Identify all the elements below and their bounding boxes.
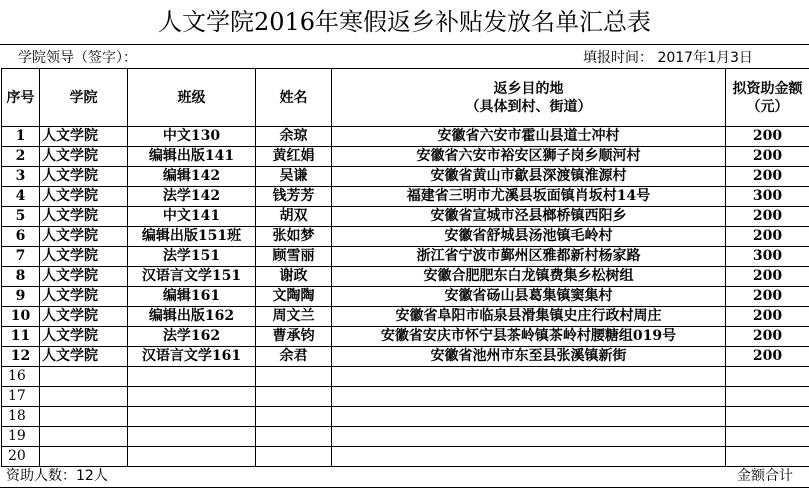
header-destination-line1: 返乡目的地 bbox=[493, 80, 564, 97]
cell-college[interactable] bbox=[40, 427, 128, 447]
cell-amount[interactable] bbox=[726, 447, 809, 467]
table-row bbox=[2, 207, 809, 227]
amount-total-label: 金额合计 bbox=[737, 468, 793, 484]
cell-amount[interactable] bbox=[726, 367, 809, 387]
header-index[interactable]: 序号 bbox=[2, 69, 40, 127]
cell-college[interactable]: 人文学院 bbox=[40, 247, 128, 267]
cell-college[interactable]: 人文学院 bbox=[40, 227, 128, 247]
cell-class[interactable] bbox=[128, 447, 256, 467]
cell-index[interactable]: 7 bbox=[2, 247, 40, 267]
cell-name[interactable]: 黄红娟 bbox=[256, 147, 332, 167]
cell-amount[interactable]: 200 bbox=[726, 227, 809, 247]
cell-name[interactable]: 吴谦 bbox=[256, 167, 332, 187]
cell-college[interactable]: 人文学院 bbox=[40, 307, 128, 327]
cell-destination[interactable]: 安徽省黄山市歙县深渡镇淮源村 bbox=[332, 167, 726, 187]
cell-index[interactable]: 5 bbox=[2, 207, 40, 227]
cell-class[interactable]: 法学142 bbox=[128, 187, 256, 207]
cell-name[interactable]: 张如梦 bbox=[256, 227, 332, 247]
cell-amount[interactable]: 200 bbox=[726, 347, 809, 367]
cell-name[interactable]: 胡双 bbox=[256, 207, 332, 227]
cell-index[interactable]: 1 bbox=[2, 127, 40, 147]
cell-destination[interactable] bbox=[332, 407, 726, 427]
cell-class[interactable]: 中文141 bbox=[128, 207, 256, 227]
header-class[interactable]: 班级 bbox=[128, 69, 256, 127]
cell-amount[interactable]: 200 bbox=[726, 127, 809, 147]
cell-class[interactable]: 汉语言文学151 bbox=[128, 267, 256, 287]
cell-index[interactable]: 19 bbox=[2, 427, 40, 447]
cell-class[interactable]: 编辑出版162 bbox=[128, 307, 256, 327]
cell-index[interactable]: 17 bbox=[2, 387, 40, 407]
table-row bbox=[2, 147, 809, 167]
cell-amount[interactable]: 200 bbox=[726, 167, 809, 187]
cell-destination[interactable]: 安徽省池州市东至县张溪镇新街 bbox=[332, 347, 726, 367]
cell-destination[interactable]: 安徽省六安市裕安区狮子岗乡顺河村 bbox=[332, 147, 726, 167]
cell-amount[interactable]: 200 bbox=[726, 267, 809, 287]
cell-index[interactable]: 6 bbox=[2, 227, 40, 247]
cell-name[interactable] bbox=[256, 447, 332, 467]
cell-college[interactable]: 人文学院 bbox=[40, 207, 128, 227]
fill-time-label: 填报时间： 2017年1月3日 bbox=[583, 50, 753, 66]
cell-college[interactable]: 人文学院 bbox=[40, 147, 128, 167]
cell-class[interactable]: 汉语言文学161 bbox=[128, 347, 256, 367]
table-row bbox=[2, 187, 809, 207]
cell-name[interactable]: 余琼 bbox=[256, 127, 332, 147]
cell-name[interactable] bbox=[256, 407, 332, 427]
table-row bbox=[2, 347, 809, 367]
cell-index[interactable]: 20 bbox=[2, 447, 40, 467]
cell-amount[interactable] bbox=[726, 427, 809, 447]
cell-amount[interactable]: 300 bbox=[726, 187, 809, 207]
cell-name[interactable]: 周文兰 bbox=[256, 307, 332, 327]
cell-name[interactable] bbox=[256, 427, 332, 447]
table-row bbox=[2, 247, 809, 267]
cell-destination[interactable]: 安徽省安庆市怀宁县茶岭镇茶岭村腰糖组019号 bbox=[332, 327, 726, 347]
cell-amount[interactable]: 200 bbox=[726, 147, 809, 167]
cell-amount[interactable]: 200 bbox=[726, 207, 809, 227]
cell-college[interactable]: 人文学院 bbox=[40, 127, 128, 147]
cell-destination[interactable] bbox=[332, 447, 726, 467]
cell-amount[interactable] bbox=[726, 387, 809, 407]
table-row-empty bbox=[2, 407, 809, 427]
header-name[interactable]: 姓名 bbox=[256, 69, 332, 127]
cell-destination[interactable]: 福建省三明市尤溪县坂面镇肖坂村14号 bbox=[332, 187, 726, 207]
table-row bbox=[2, 227, 809, 247]
cell-college[interactable]: 人文学院 bbox=[40, 327, 128, 347]
cell-destination[interactable]: 浙江省宁波市鄞州区雅都新村杨家路 bbox=[332, 247, 726, 267]
cell-class[interactable] bbox=[128, 367, 256, 387]
recipient-count: 资助人数：12人 bbox=[6, 468, 108, 484]
cell-destination[interactable]: 安徽省六安市霍山县道士冲村 bbox=[332, 127, 726, 147]
cell-class[interactable]: 编辑出版141 bbox=[128, 147, 256, 167]
cell-index[interactable]: 18 bbox=[2, 407, 40, 427]
cell-class[interactable]: 中文130 bbox=[128, 127, 256, 147]
cell-class[interactable]: 编辑161 bbox=[128, 287, 256, 307]
cell-destination[interactable]: 安徽省舒城县汤池镇毛岭村 bbox=[332, 227, 726, 247]
leader-signature-label: 学院领导（签字）： bbox=[18, 50, 137, 66]
cell-college[interactable]: 人文学院 bbox=[40, 187, 128, 207]
cell-name[interactable] bbox=[256, 367, 332, 387]
cell-destination[interactable]: 安徽省阜阳市临泉县滑集镇史庄行政村周庄 bbox=[332, 307, 726, 327]
cell-amount[interactable]: 300 bbox=[726, 247, 809, 267]
cell-destination[interactable]: 安徽省宣城市泾县榔桥镇西阳乡 bbox=[332, 207, 726, 227]
cell-index[interactable]: 9 bbox=[2, 287, 40, 307]
table-row bbox=[2, 287, 809, 307]
table-row bbox=[2, 307, 809, 327]
cell-destination[interactable] bbox=[332, 387, 726, 407]
table-body bbox=[2, 127, 809, 467]
cell-college[interactable]: 人文学院 bbox=[40, 167, 128, 187]
table-row-empty bbox=[2, 387, 809, 407]
cell-college[interactable] bbox=[40, 387, 128, 407]
cell-destination[interactable] bbox=[332, 367, 726, 387]
cell-college[interactable] bbox=[40, 447, 128, 467]
cell-index[interactable]: 2 bbox=[2, 147, 40, 167]
header-college[interactable]: 学院 bbox=[40, 69, 128, 127]
cell-class[interactable]: 法学151 bbox=[128, 247, 256, 267]
cell-college[interactable] bbox=[40, 407, 128, 427]
table-row bbox=[2, 327, 809, 347]
cell-index[interactable]: 10 bbox=[2, 307, 40, 327]
cell-name[interactable]: 余君 bbox=[256, 347, 332, 367]
subsidy-table bbox=[1, 68, 809, 467]
cell-destination[interactable]: 安徽合肥肥东白龙镇费集乡松树组 bbox=[332, 267, 726, 287]
cell-destination[interactable] bbox=[332, 427, 726, 447]
cell-index[interactable]: 11 bbox=[2, 327, 40, 347]
table-row bbox=[2, 167, 809, 187]
cell-name[interactable]: 文陶陶 bbox=[256, 287, 332, 307]
header-amount[interactable]: 拟资助金额（元） bbox=[726, 69, 809, 127]
header-destination[interactable] bbox=[332, 69, 726, 127]
cell-index[interactable]: 16 bbox=[2, 367, 40, 387]
table-row bbox=[2, 267, 809, 287]
cell-name[interactable]: 顾雪丽 bbox=[256, 247, 332, 267]
sheet-title: 人文学院2016年寒假返乡补贴发放名单汇总表 bbox=[157, 8, 652, 36]
cell-college[interactable]: 人文学院 bbox=[40, 347, 128, 367]
cell-class[interactable]: 法学162 bbox=[128, 327, 256, 347]
table-row-empty bbox=[2, 367, 809, 387]
cell-destination[interactable]: 安徽省砀山县葛集镇窦集村 bbox=[332, 287, 726, 307]
cell-college[interactable] bbox=[40, 367, 128, 387]
cell-index[interactable]: 3 bbox=[2, 167, 40, 187]
cell-class[interactable] bbox=[128, 387, 256, 407]
table-row-empty bbox=[2, 447, 809, 467]
table-row bbox=[2, 127, 809, 147]
cell-class[interactable] bbox=[128, 427, 256, 447]
cell-class[interactable] bbox=[128, 407, 256, 427]
cell-amount[interactable]: 200 bbox=[726, 307, 809, 327]
cell-index[interactable]: 8 bbox=[2, 267, 40, 287]
divider bbox=[0, 487, 809, 488]
table-row-empty bbox=[2, 427, 809, 447]
cell-amount[interactable]: 200 bbox=[726, 327, 809, 347]
cell-class[interactable]: 编辑出版151班 bbox=[128, 227, 256, 247]
cell-name[interactable]: 钱芳芳 bbox=[256, 187, 332, 207]
header-destination-line2: （具体到村、街道） bbox=[465, 98, 592, 115]
cell-name[interactable]: 谢政 bbox=[256, 267, 332, 287]
cell-amount[interactable] bbox=[726, 407, 809, 427]
cell-index[interactable]: 4 bbox=[2, 187, 40, 207]
cell-name[interactable] bbox=[256, 387, 332, 407]
divider bbox=[0, 44, 809, 45]
cell-amount[interactable]: 200 bbox=[726, 287, 809, 307]
cell-college[interactable]: 人文学院 bbox=[40, 267, 128, 287]
cell-name[interactable]: 曹承钧 bbox=[256, 327, 332, 347]
cell-class[interactable]: 编辑142 bbox=[128, 167, 256, 187]
cell-college[interactable]: 人文学院 bbox=[40, 287, 128, 307]
table-header-row bbox=[2, 69, 809, 127]
cell-index[interactable]: 12 bbox=[2, 347, 40, 367]
